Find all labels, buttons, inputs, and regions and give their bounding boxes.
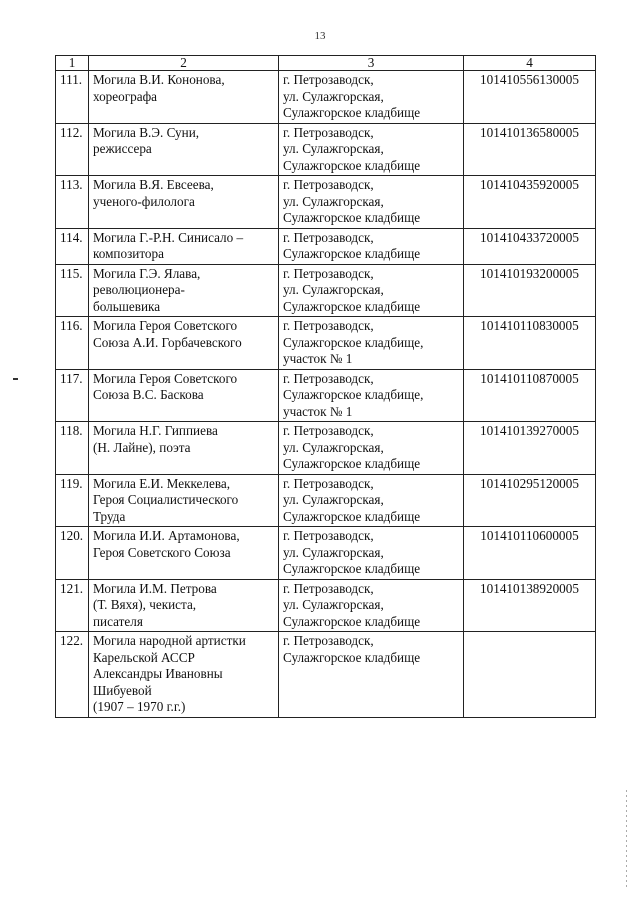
object-name-line: (Т. Вяхя), чекиста, [93, 597, 197, 612]
object-name-line: композитора [93, 246, 164, 261]
row-number: 118. [56, 422, 89, 475]
row-number: 111. [56, 71, 89, 124]
registry-code: 101410110600005 [464, 527, 596, 580]
location-line: г. Петрозаводск, [283, 370, 374, 386]
object-name-line: революционера- [93, 282, 185, 297]
row-number: 121. [56, 579, 89, 632]
location-line: Сулажгорское кладбище [283, 561, 421, 576]
location-line: г. Петрозаводск, [283, 633, 374, 648]
location-line: Сулажгорское кладбище [283, 157, 421, 173]
location-line: Сулажгорское кладбище [283, 298, 421, 314]
registry-code: 101410433720005 [464, 228, 596, 264]
registry-code: 101410139270005 [464, 422, 596, 475]
location-line: участок № 1 [283, 351, 353, 366]
object-name-cell [89, 264, 279, 317]
object-name-cell [89, 579, 279, 632]
object-name-cell [89, 71, 279, 124]
table-row [56, 474, 596, 527]
row-number: 119. [56, 474, 89, 527]
location-cell [279, 527, 464, 580]
row-number: 120. [56, 527, 89, 580]
location-line: Сулажгорское кладбище [283, 210, 421, 225]
location-cell [279, 579, 464, 632]
object-name-line: Карельской АССР [93, 649, 195, 665]
location-line: Сулажгорское кладбище [283, 649, 421, 665]
location-line: ул. Сулажгорская, [283, 492, 384, 507]
location-line: ул. Сулажгорская, [283, 597, 384, 612]
object-name-line: большевика [93, 298, 161, 314]
registry-code: 101410110830005 [464, 317, 596, 370]
location-line: ул. Сулажгорская, [283, 282, 384, 297]
location-line: участок № 1 [283, 403, 353, 419]
object-name-line: Могила В.И. Кононова, [93, 72, 225, 87]
location-line: ул. Сулажгорская, [283, 439, 384, 455]
location-cell [279, 176, 464, 229]
table-row [56, 228, 596, 264]
location-line: г. Петрозаводск, [283, 475, 374, 491]
object-name-cell [89, 527, 279, 580]
location-line: г. Петрозаводск, [283, 528, 374, 543]
table-row [56, 527, 596, 580]
object-name-line: (1907 – 1970 г.г.) [93, 699, 186, 714]
location-line: Сулажгорское кладбище, [283, 334, 424, 350]
table-body [56, 71, 596, 718]
registry-code: 101410138920005 [464, 579, 596, 632]
object-name-line: Героя Советского Союза [93, 544, 231, 560]
location-line: Сулажгорское кладбище [283, 105, 421, 120]
location-line: Сулажгорское кладбище [283, 456, 421, 471]
object-name-cell [89, 422, 279, 475]
object-name-cell [89, 176, 279, 229]
object-name-line: Могила Г.-Р.Н. Синисало – [93, 229, 244, 245]
table-header-row [56, 56, 596, 71]
object-name-line: Могила Е.И. Меккелева, [93, 475, 231, 491]
object-name-line: Союза А.И. Горбачевского [93, 334, 242, 350]
location-line: ул. Сулажгорская, [283, 88, 384, 104]
location-cell [279, 228, 464, 264]
table-row [56, 176, 596, 229]
location-cell [279, 369, 464, 422]
location-line: ул. Сулажгорская, [283, 193, 384, 209]
object-name-cell [89, 317, 279, 370]
object-name-line: Могила Н.Г. Гиппиева [93, 423, 218, 438]
header-col-4: 4 [464, 56, 596, 71]
object-name-line: Могила Героя Советского [93, 318, 238, 333]
location-cell [279, 474, 464, 527]
location-line: г. Петрозаводск, [283, 265, 374, 281]
table-row [56, 369, 596, 422]
location-line: Сулажгорское кладбище [283, 246, 421, 261]
location-line: ул. Сулажгорская, [283, 544, 384, 560]
location-cell [279, 264, 464, 317]
registry-code: 101410193200005 [464, 264, 596, 317]
registry-code: 101410110870005 [464, 369, 596, 422]
location-line: г. Петрозаводск, [283, 580, 374, 596]
row-number: 114. [56, 228, 89, 264]
object-name-line: Могила Героя Советского [93, 370, 238, 386]
location-cell [279, 422, 464, 475]
registry-code: 101410435920005 [464, 176, 596, 229]
location-cell [279, 71, 464, 124]
header-col-3: 3 [279, 56, 464, 71]
table-row [56, 317, 596, 370]
row-number: 116. [56, 317, 89, 370]
object-name-cell [89, 632, 279, 718]
location-line: г. Петрозаводск, [283, 124, 374, 140]
scan-edge-artifact [626, 790, 627, 890]
location-line: Сулажгорское кладбище, [283, 387, 424, 402]
registry-table [55, 55, 596, 718]
table-row [56, 71, 596, 124]
location-line: Сулажгорское кладбище [283, 508, 421, 524]
object-name-line: хореографа [93, 88, 157, 104]
table-row [56, 264, 596, 317]
row-number: 115. [56, 264, 89, 317]
object-name-line: Могила И.М. Петрова [93, 580, 217, 596]
object-name-line: Могила В.Я. Евсеева, [93, 177, 214, 192]
scan-mark [13, 378, 18, 380]
location-line: г. Петрозаводск, [283, 72, 374, 87]
object-name-cell [89, 228, 279, 264]
object-name-line: Могила И.И. Артамонова, [93, 528, 240, 543]
table-row [56, 579, 596, 632]
object-name-line: Александры Ивановны [93, 666, 223, 681]
object-name-line: Могила В.Э. Суни, [93, 124, 200, 140]
location-cell [279, 123, 464, 176]
object-name-line: Могила Г.Э. Ялава, [93, 265, 201, 281]
object-name-line: Союза В.С. Баскова [93, 387, 204, 402]
object-name-line: Могила народной артистки [93, 633, 246, 648]
registry-code [464, 632, 596, 718]
location-line: г. Петрозаводск, [283, 318, 374, 333]
location-cell [279, 632, 464, 718]
header-col-1: 1 [56, 56, 89, 71]
location-line: г. Петрозаводск, [283, 177, 374, 192]
registry-code: 101410295120005 [464, 474, 596, 527]
object-name-cell [89, 369, 279, 422]
location-line: г. Петрозаводск, [283, 423, 374, 438]
object-name-line: писателя [93, 613, 143, 629]
object-name-cell [89, 474, 279, 527]
object-name-line: (Н. Лайне), поэта [93, 439, 191, 455]
location-line: Сулажгорское кладбище [283, 613, 421, 629]
row-number: 117. [56, 369, 89, 422]
object-name-line: Героя Социалистического [93, 492, 239, 507]
object-name-line: Труда [93, 508, 126, 524]
header-col-2: 2 [89, 56, 279, 71]
object-name-cell [89, 123, 279, 176]
table-row [56, 422, 596, 475]
location-line: ул. Сулажгорская, [283, 141, 384, 156]
location-line: г. Петрозаводск, [283, 229, 374, 245]
table-row [56, 632, 596, 718]
page-number: 13 [314, 30, 326, 42]
registry-code: 101410556130005 [464, 71, 596, 124]
table-row [56, 123, 596, 176]
location-cell [279, 317, 464, 370]
object-name-line: ученого-филолога [93, 193, 195, 209]
object-name-line: режиссера [93, 141, 152, 156]
row-number: 113. [56, 176, 89, 229]
row-number: 122. [56, 632, 89, 718]
row-number: 112. [56, 123, 89, 176]
object-name-line: Шибуевой [93, 682, 152, 698]
registry-code: 101410136580005 [464, 123, 596, 176]
